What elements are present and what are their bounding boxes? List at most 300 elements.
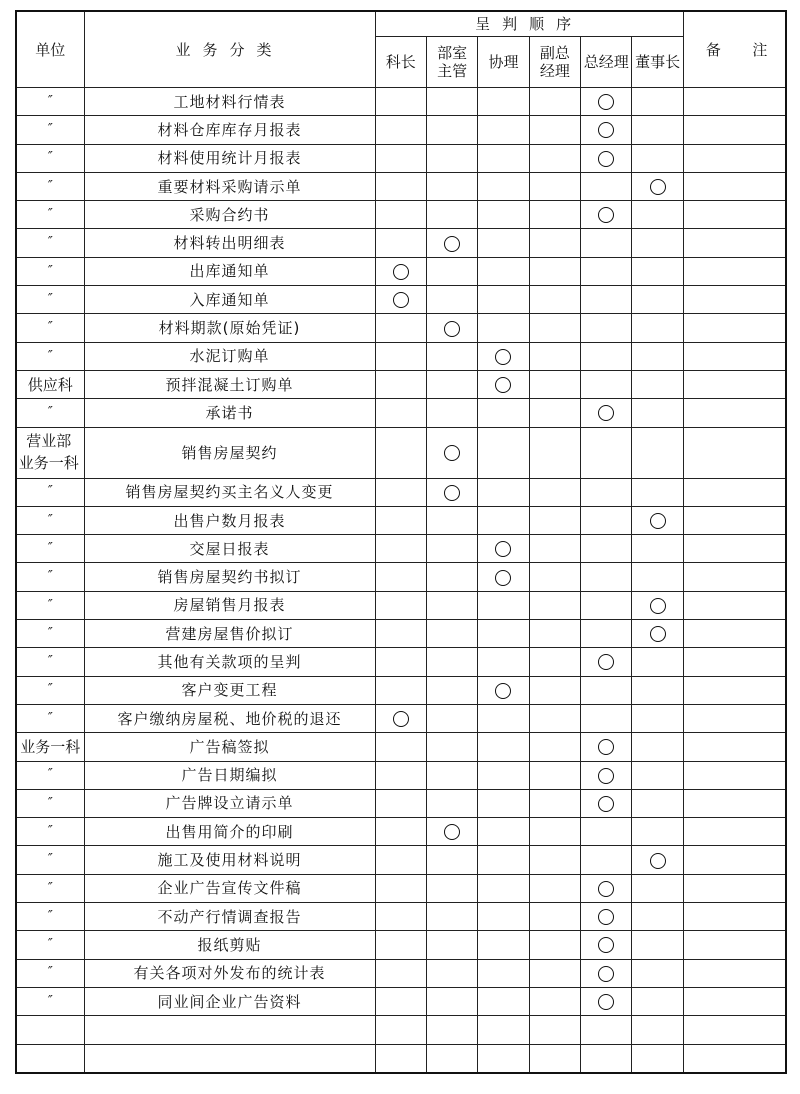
approval-circle-icon xyxy=(650,853,666,869)
approval-circle-icon xyxy=(444,445,460,461)
approval-cell-deputy-general-manager xyxy=(529,931,580,959)
approval-cell-assistant-manager xyxy=(478,427,529,478)
approval-circle-icon xyxy=(598,207,614,223)
remarks-cell xyxy=(683,229,786,257)
approval-cell-department-head xyxy=(426,903,477,931)
table-row xyxy=(16,987,786,1015)
category-cell: 承诺书 xyxy=(84,399,375,427)
approval-cell-chairman xyxy=(632,144,683,172)
approval-cell-department-head xyxy=(426,676,477,704)
remarks-cell xyxy=(683,591,786,619)
unit-ditto-mark: ″ xyxy=(16,342,84,370)
remarks-cell xyxy=(683,931,786,959)
approval-cell-assistant-manager xyxy=(478,931,529,959)
category-cell: 客户缴纳房屋税、地价税的退还 xyxy=(84,704,375,732)
approval-cell-chairman xyxy=(632,201,683,229)
header-department-head xyxy=(426,37,477,88)
unit-ditto-mark: ″ xyxy=(16,88,84,116)
unit-ditto-mark: ″ xyxy=(16,478,84,506)
approval-cell-chairman xyxy=(632,959,683,987)
remarks-cell xyxy=(683,172,786,200)
header-department-head-line: 主管 xyxy=(437,62,468,80)
approval-cell-chairman xyxy=(632,535,683,563)
approval-circle-icon xyxy=(598,909,614,925)
header-department-head-line: 部室 xyxy=(437,44,468,62)
approval-cell-general-manager xyxy=(581,1016,632,1044)
unit-ditto-mark: ″ xyxy=(16,676,84,704)
category-cell xyxy=(84,1016,375,1044)
approval-circle-icon xyxy=(495,349,511,365)
approval-cell-deputy-general-manager xyxy=(529,286,580,314)
unit-ditto-mark: ″ xyxy=(16,987,84,1015)
unit-line: 营业部 xyxy=(26,431,72,450)
table-row xyxy=(16,818,786,846)
header-assistant-manager-line: 协理 xyxy=(488,53,519,71)
remarks-cell xyxy=(683,478,786,506)
approval-cell-section-chief xyxy=(375,1016,426,1044)
table-row xyxy=(16,201,786,229)
header-approval-order: 呈判顺序 xyxy=(375,11,683,37)
approval-cell-deputy-general-manager xyxy=(529,733,580,761)
approval-cell-section-chief xyxy=(375,563,426,591)
remarks-cell xyxy=(683,342,786,370)
remarks-cell xyxy=(683,676,786,704)
unit-ditto-mark: ″ xyxy=(16,506,84,534)
approval-cell-section-chief xyxy=(375,427,426,478)
table-row xyxy=(16,1016,786,1044)
approval-cell-general-manager xyxy=(581,370,632,398)
approval-cell-general-manager xyxy=(581,903,632,931)
table-row xyxy=(16,648,786,676)
approval-cell-deputy-general-manager xyxy=(529,761,580,789)
approval-cell-deputy-general-manager xyxy=(529,563,580,591)
approval-cell-deputy-general-manager xyxy=(529,789,580,817)
approval-circle-icon xyxy=(495,570,511,586)
approval-cell-assistant-manager xyxy=(478,818,529,846)
approval-cell-deputy-general-manager xyxy=(529,342,580,370)
approval-cell-assistant-manager xyxy=(478,535,529,563)
approval-cell-assistant-manager xyxy=(478,314,529,342)
table-row xyxy=(16,563,786,591)
approval-cell-chairman xyxy=(632,987,683,1015)
category-cell: 不动产行情调查报告 xyxy=(84,903,375,931)
approval-cell-department-head xyxy=(426,370,477,398)
header-unit: 单位 xyxy=(16,11,84,88)
approval-cell-assistant-manager xyxy=(478,478,529,506)
unit-cell: 供应科 xyxy=(16,370,84,398)
approval-cell-section-chief xyxy=(375,959,426,987)
approval-cell-department-head xyxy=(426,563,477,591)
unit-ditto-mark: ″ xyxy=(16,818,84,846)
approval-cell-deputy-general-manager xyxy=(529,144,580,172)
category-cell: 水泥订购单 xyxy=(84,342,375,370)
table-row xyxy=(16,314,786,342)
approval-cell-general-manager xyxy=(581,257,632,285)
approval-cell-deputy-general-manager xyxy=(529,506,580,534)
remarks-cell xyxy=(683,314,786,342)
table-row xyxy=(16,172,786,200)
approval-cell-department-head xyxy=(426,535,477,563)
category-cell: 房屋销售月报表 xyxy=(84,591,375,619)
approval-cell-deputy-general-manager xyxy=(529,399,580,427)
category-cell: 销售房屋契约书拟订 xyxy=(84,563,375,591)
category-cell: 企业广告宣传文件稿 xyxy=(84,874,375,902)
approval-cell-chairman xyxy=(632,903,683,931)
approval-cell-general-manager xyxy=(581,874,632,902)
approval-cell-chairman xyxy=(632,1016,683,1044)
category-cell: 预拌混凝土订购单 xyxy=(84,370,375,398)
approval-cell-department-head xyxy=(426,399,477,427)
approval-cell-assistant-manager xyxy=(478,903,529,931)
approval-cell-section-chief xyxy=(375,88,426,116)
approval-cell-general-manager xyxy=(581,342,632,370)
approval-cell-general-manager xyxy=(581,959,632,987)
approval-cell-chairman xyxy=(632,342,683,370)
approval-cell-department-head xyxy=(426,874,477,902)
approval-cell-deputy-general-manager xyxy=(529,257,580,285)
approval-cell-department-head xyxy=(426,506,477,534)
approval-cell-general-manager xyxy=(581,648,632,676)
approval-cell-deputy-general-manager xyxy=(529,987,580,1015)
remarks-cell xyxy=(683,704,786,732)
approval-cell-deputy-general-manager xyxy=(529,903,580,931)
remarks-cell xyxy=(683,903,786,931)
category-cell: 同业间企业广告资料 xyxy=(84,987,375,1015)
category-cell: 采购合约书 xyxy=(84,201,375,229)
approval-cell-general-manager xyxy=(581,563,632,591)
approval-cell-section-chief xyxy=(375,370,426,398)
unit-line: 业务一科 xyxy=(18,453,79,472)
header-general-manager-line: 总经理 xyxy=(583,53,629,71)
approval-cell-chairman xyxy=(632,931,683,959)
remarks-cell xyxy=(683,761,786,789)
unit-ditto-mark: ″ xyxy=(16,648,84,676)
unit-ditto-mark: ″ xyxy=(16,846,84,874)
approval-cell-section-chief xyxy=(375,761,426,789)
approval-circle-icon xyxy=(598,654,614,670)
table-row xyxy=(16,1044,786,1073)
category-cell: 广告牌设立请示单 xyxy=(84,789,375,817)
approval-cell-general-manager xyxy=(581,229,632,257)
approval-cell-department-head xyxy=(426,342,477,370)
header-remarks xyxy=(683,11,786,88)
approval-cell-department-head xyxy=(426,201,477,229)
table-row xyxy=(16,286,786,314)
approval-cell-assistant-manager xyxy=(478,370,529,398)
approval-cell-department-head xyxy=(426,88,477,116)
unit-ditto-mark: ″ xyxy=(16,144,84,172)
approval-circle-icon xyxy=(598,994,614,1010)
unit-ditto-mark: ″ xyxy=(16,116,84,144)
remarks-cell xyxy=(683,427,786,478)
approval-cell-department-head xyxy=(426,959,477,987)
approval-cell-section-chief xyxy=(375,201,426,229)
category-cell xyxy=(84,1044,375,1073)
approval-cell-chairman xyxy=(632,286,683,314)
approval-cell-assistant-manager xyxy=(478,789,529,817)
category-cell: 材料仓库库存月报表 xyxy=(84,116,375,144)
unit-ditto-mark: ″ xyxy=(16,286,84,314)
approval-cell-chairman xyxy=(632,563,683,591)
table-row xyxy=(16,370,786,398)
approval-cell-assistant-manager xyxy=(478,201,529,229)
approval-circle-icon xyxy=(444,485,460,501)
unit-cell: 业务一科 xyxy=(16,733,84,761)
approval-cell-section-chief xyxy=(375,733,426,761)
approval-cell-assistant-manager xyxy=(478,959,529,987)
remarks-cell xyxy=(683,144,786,172)
approval-cell-section-chief xyxy=(375,676,426,704)
approval-cell-general-manager xyxy=(581,314,632,342)
unit-ditto-mark: ″ xyxy=(16,399,84,427)
table-row xyxy=(16,676,786,704)
approval-cell-department-head xyxy=(426,427,477,478)
category-cell: 工地材料行情表 xyxy=(84,88,375,116)
approval-cell-chairman xyxy=(632,172,683,200)
approval-cell-department-head xyxy=(426,789,477,817)
approval-cell-deputy-general-manager xyxy=(529,229,580,257)
unit-ditto-mark: ″ xyxy=(16,172,84,200)
category-cell: 材料期款(原始凭证) xyxy=(84,314,375,342)
approval-cell-chairman xyxy=(632,818,683,846)
approval-cell-section-chief xyxy=(375,648,426,676)
table-row xyxy=(16,789,786,817)
unit-ditto-mark: ″ xyxy=(16,535,84,563)
approval-cell-deputy-general-manager xyxy=(529,1016,580,1044)
approval-cell-section-chief xyxy=(375,789,426,817)
unit-ditto-mark: ″ xyxy=(16,789,84,817)
approval-cell-general-manager xyxy=(581,761,632,789)
remarks-cell xyxy=(683,1016,786,1044)
remarks-cell xyxy=(683,846,786,874)
table-row xyxy=(16,591,786,619)
approval-cell-section-chief xyxy=(375,172,426,200)
approval-cell-assistant-manager xyxy=(478,704,529,732)
approval-cell-general-manager xyxy=(581,931,632,959)
approval-cell-department-head xyxy=(426,1016,477,1044)
remarks-cell xyxy=(683,1044,786,1073)
approval-cell-section-chief xyxy=(375,314,426,342)
table-row xyxy=(16,704,786,732)
approval-cell-assistant-manager xyxy=(478,676,529,704)
table-row xyxy=(16,478,786,506)
approval-cell-chairman xyxy=(632,846,683,874)
approval-cell-section-chief xyxy=(375,116,426,144)
remarks-cell xyxy=(683,201,786,229)
approval-cell-chairman xyxy=(632,761,683,789)
approval-cell-general-manager xyxy=(581,591,632,619)
approval-cell-chairman xyxy=(632,257,683,285)
approval-cell-department-head xyxy=(426,314,477,342)
unit-ditto-mark: ″ xyxy=(16,903,84,931)
remarks-cell xyxy=(683,733,786,761)
approval-cell-section-chief xyxy=(375,846,426,874)
approval-cell-assistant-manager xyxy=(478,761,529,789)
approval-cell-assistant-manager xyxy=(478,648,529,676)
approval-cell-chairman xyxy=(632,478,683,506)
category-cell: 有关各项对外发布的统计表 xyxy=(84,959,375,987)
approval-cell-assistant-manager xyxy=(478,229,529,257)
approval-cell-deputy-general-manager xyxy=(529,88,580,116)
approval-cell-deputy-general-manager xyxy=(529,116,580,144)
approval-cell-department-head xyxy=(426,591,477,619)
approval-circle-icon xyxy=(444,824,460,840)
unit-ditto-mark: ″ xyxy=(16,761,84,789)
approval-cell-deputy-general-manager xyxy=(529,478,580,506)
approval-circle-icon xyxy=(650,626,666,642)
header-assistant-manager xyxy=(478,37,529,88)
remarks-cell xyxy=(683,648,786,676)
approval-cell-general-manager xyxy=(581,1044,632,1073)
approval-cell-deputy-general-manager xyxy=(529,370,580,398)
approval-cell-chairman xyxy=(632,1044,683,1073)
approval-cell-chairman xyxy=(632,370,683,398)
unit-ditto-mark: ″ xyxy=(16,931,84,959)
category-cell: 广告日期编拟 xyxy=(84,761,375,789)
approval-cell-deputy-general-manager xyxy=(529,874,580,902)
approval-cell-section-chief xyxy=(375,931,426,959)
remarks-cell xyxy=(683,620,786,648)
category-cell: 出售用简介的印刷 xyxy=(84,818,375,846)
approval-cell-chairman xyxy=(632,88,683,116)
header-general-manager xyxy=(581,37,632,88)
approval-cell-assistant-manager xyxy=(478,144,529,172)
category-cell: 入库通知单 xyxy=(84,286,375,314)
approval-cell-general-manager xyxy=(581,144,632,172)
approval-circle-icon xyxy=(598,937,614,953)
category-cell: 其他有关款项的呈判 xyxy=(84,648,375,676)
category-cell: 销售房屋契约买主名义人变更 xyxy=(84,478,375,506)
approval-cell-assistant-manager xyxy=(478,342,529,370)
approval-cell-deputy-general-manager xyxy=(529,591,580,619)
approval-circle-icon xyxy=(650,513,666,529)
table-row xyxy=(16,88,786,116)
approval-cell-general-manager xyxy=(581,789,632,817)
approval-cell-department-head xyxy=(426,818,477,846)
approval-circle-icon xyxy=(598,151,614,167)
approval-cell-deputy-general-manager xyxy=(529,959,580,987)
category-cell: 出售户数月报表 xyxy=(84,506,375,534)
approval-cell-deputy-general-manager xyxy=(529,535,580,563)
approval-circle-icon xyxy=(444,321,460,337)
approval-cell-general-manager xyxy=(581,201,632,229)
approval-cell-assistant-manager xyxy=(478,591,529,619)
approval-cell-assistant-manager xyxy=(478,987,529,1015)
table-row xyxy=(16,733,786,761)
approval-cell-assistant-manager xyxy=(478,1044,529,1073)
approval-circle-icon xyxy=(495,541,511,557)
remarks-cell xyxy=(683,874,786,902)
approval-circle-icon xyxy=(598,122,614,138)
approval-cell-chairman xyxy=(632,704,683,732)
remarks-cell xyxy=(683,987,786,1015)
approval-cell-general-manager xyxy=(581,399,632,427)
approval-circle-icon xyxy=(598,405,614,421)
approval-cell-assistant-manager xyxy=(478,620,529,648)
approval-cell-department-head xyxy=(426,229,477,257)
approval-circle-icon xyxy=(650,598,666,614)
approval-cell-department-head xyxy=(426,257,477,285)
table-row xyxy=(16,257,786,285)
header-chairman-line: 董事长 xyxy=(635,53,681,71)
header-remarks-left: 备 xyxy=(705,40,721,59)
approval-cell-chairman xyxy=(632,620,683,648)
header-section-chief xyxy=(375,37,426,88)
approval-circle-icon xyxy=(650,179,666,195)
approval-cell-general-manager xyxy=(581,733,632,761)
remarks-cell xyxy=(683,257,786,285)
approval-cell-department-head xyxy=(426,648,477,676)
unit-cell xyxy=(16,1044,84,1073)
approval-cell-chairman xyxy=(632,427,683,478)
approval-circle-icon xyxy=(598,739,614,755)
approval-cell-department-head xyxy=(426,733,477,761)
remarks-cell xyxy=(683,506,786,534)
header-remarks-right: 注 xyxy=(752,40,768,59)
approval-cell-section-chief xyxy=(375,903,426,931)
table-row xyxy=(16,535,786,563)
category-cell: 报纸剪贴 xyxy=(84,931,375,959)
table-row xyxy=(16,427,786,478)
approval-cell-section-chief xyxy=(375,591,426,619)
category-cell: 营建房屋售价拟订 xyxy=(84,620,375,648)
approval-cell-chairman xyxy=(632,733,683,761)
approval-cell-assistant-manager xyxy=(478,257,529,285)
approval-cell-chairman xyxy=(632,116,683,144)
approval-cell-section-chief xyxy=(375,987,426,1015)
unit-ditto-mark: ″ xyxy=(16,229,84,257)
unit-ditto-mark: ″ xyxy=(16,314,84,342)
category-cell: 出库通知单 xyxy=(84,257,375,285)
approval-cell-deputy-general-manager xyxy=(529,846,580,874)
remarks-cell xyxy=(683,286,786,314)
approval-order-table xyxy=(15,10,787,1074)
header-category: 业务分类 xyxy=(84,11,375,88)
approval-cell-deputy-general-manager xyxy=(529,427,580,478)
table-body xyxy=(16,88,786,1073)
approval-cell-department-head xyxy=(426,144,477,172)
table-row xyxy=(16,931,786,959)
approval-cell-department-head xyxy=(426,286,477,314)
approval-cell-department-head xyxy=(426,1044,477,1073)
approval-cell-general-manager xyxy=(581,818,632,846)
remarks-cell xyxy=(683,399,786,427)
approval-cell-chairman xyxy=(632,314,683,342)
remarks-cell xyxy=(683,789,786,817)
approval-cell-section-chief xyxy=(375,229,426,257)
approval-cell-assistant-manager xyxy=(478,172,529,200)
approval-circle-icon xyxy=(598,768,614,784)
approval-cell-deputy-general-manager xyxy=(529,676,580,704)
table-row xyxy=(16,506,786,534)
table-row xyxy=(16,959,786,987)
approval-cell-assistant-manager xyxy=(478,1016,529,1044)
unit-ditto-mark: ″ xyxy=(16,874,84,902)
approval-cell-general-manager xyxy=(581,478,632,506)
approval-cell-department-head xyxy=(426,931,477,959)
approval-cell-general-manager xyxy=(581,172,632,200)
category-cell: 广告稿签拟 xyxy=(84,733,375,761)
approval-circle-icon xyxy=(495,377,511,393)
approval-cell-assistant-manager xyxy=(478,506,529,534)
approval-cell-section-chief xyxy=(375,620,426,648)
approval-cell-general-manager xyxy=(581,88,632,116)
approval-cell-section-chief xyxy=(375,506,426,534)
unit-ditto-mark: ″ xyxy=(16,563,84,591)
approval-cell-department-head xyxy=(426,172,477,200)
approval-cell-chairman xyxy=(632,648,683,676)
approval-cell-section-chief xyxy=(375,1044,426,1073)
